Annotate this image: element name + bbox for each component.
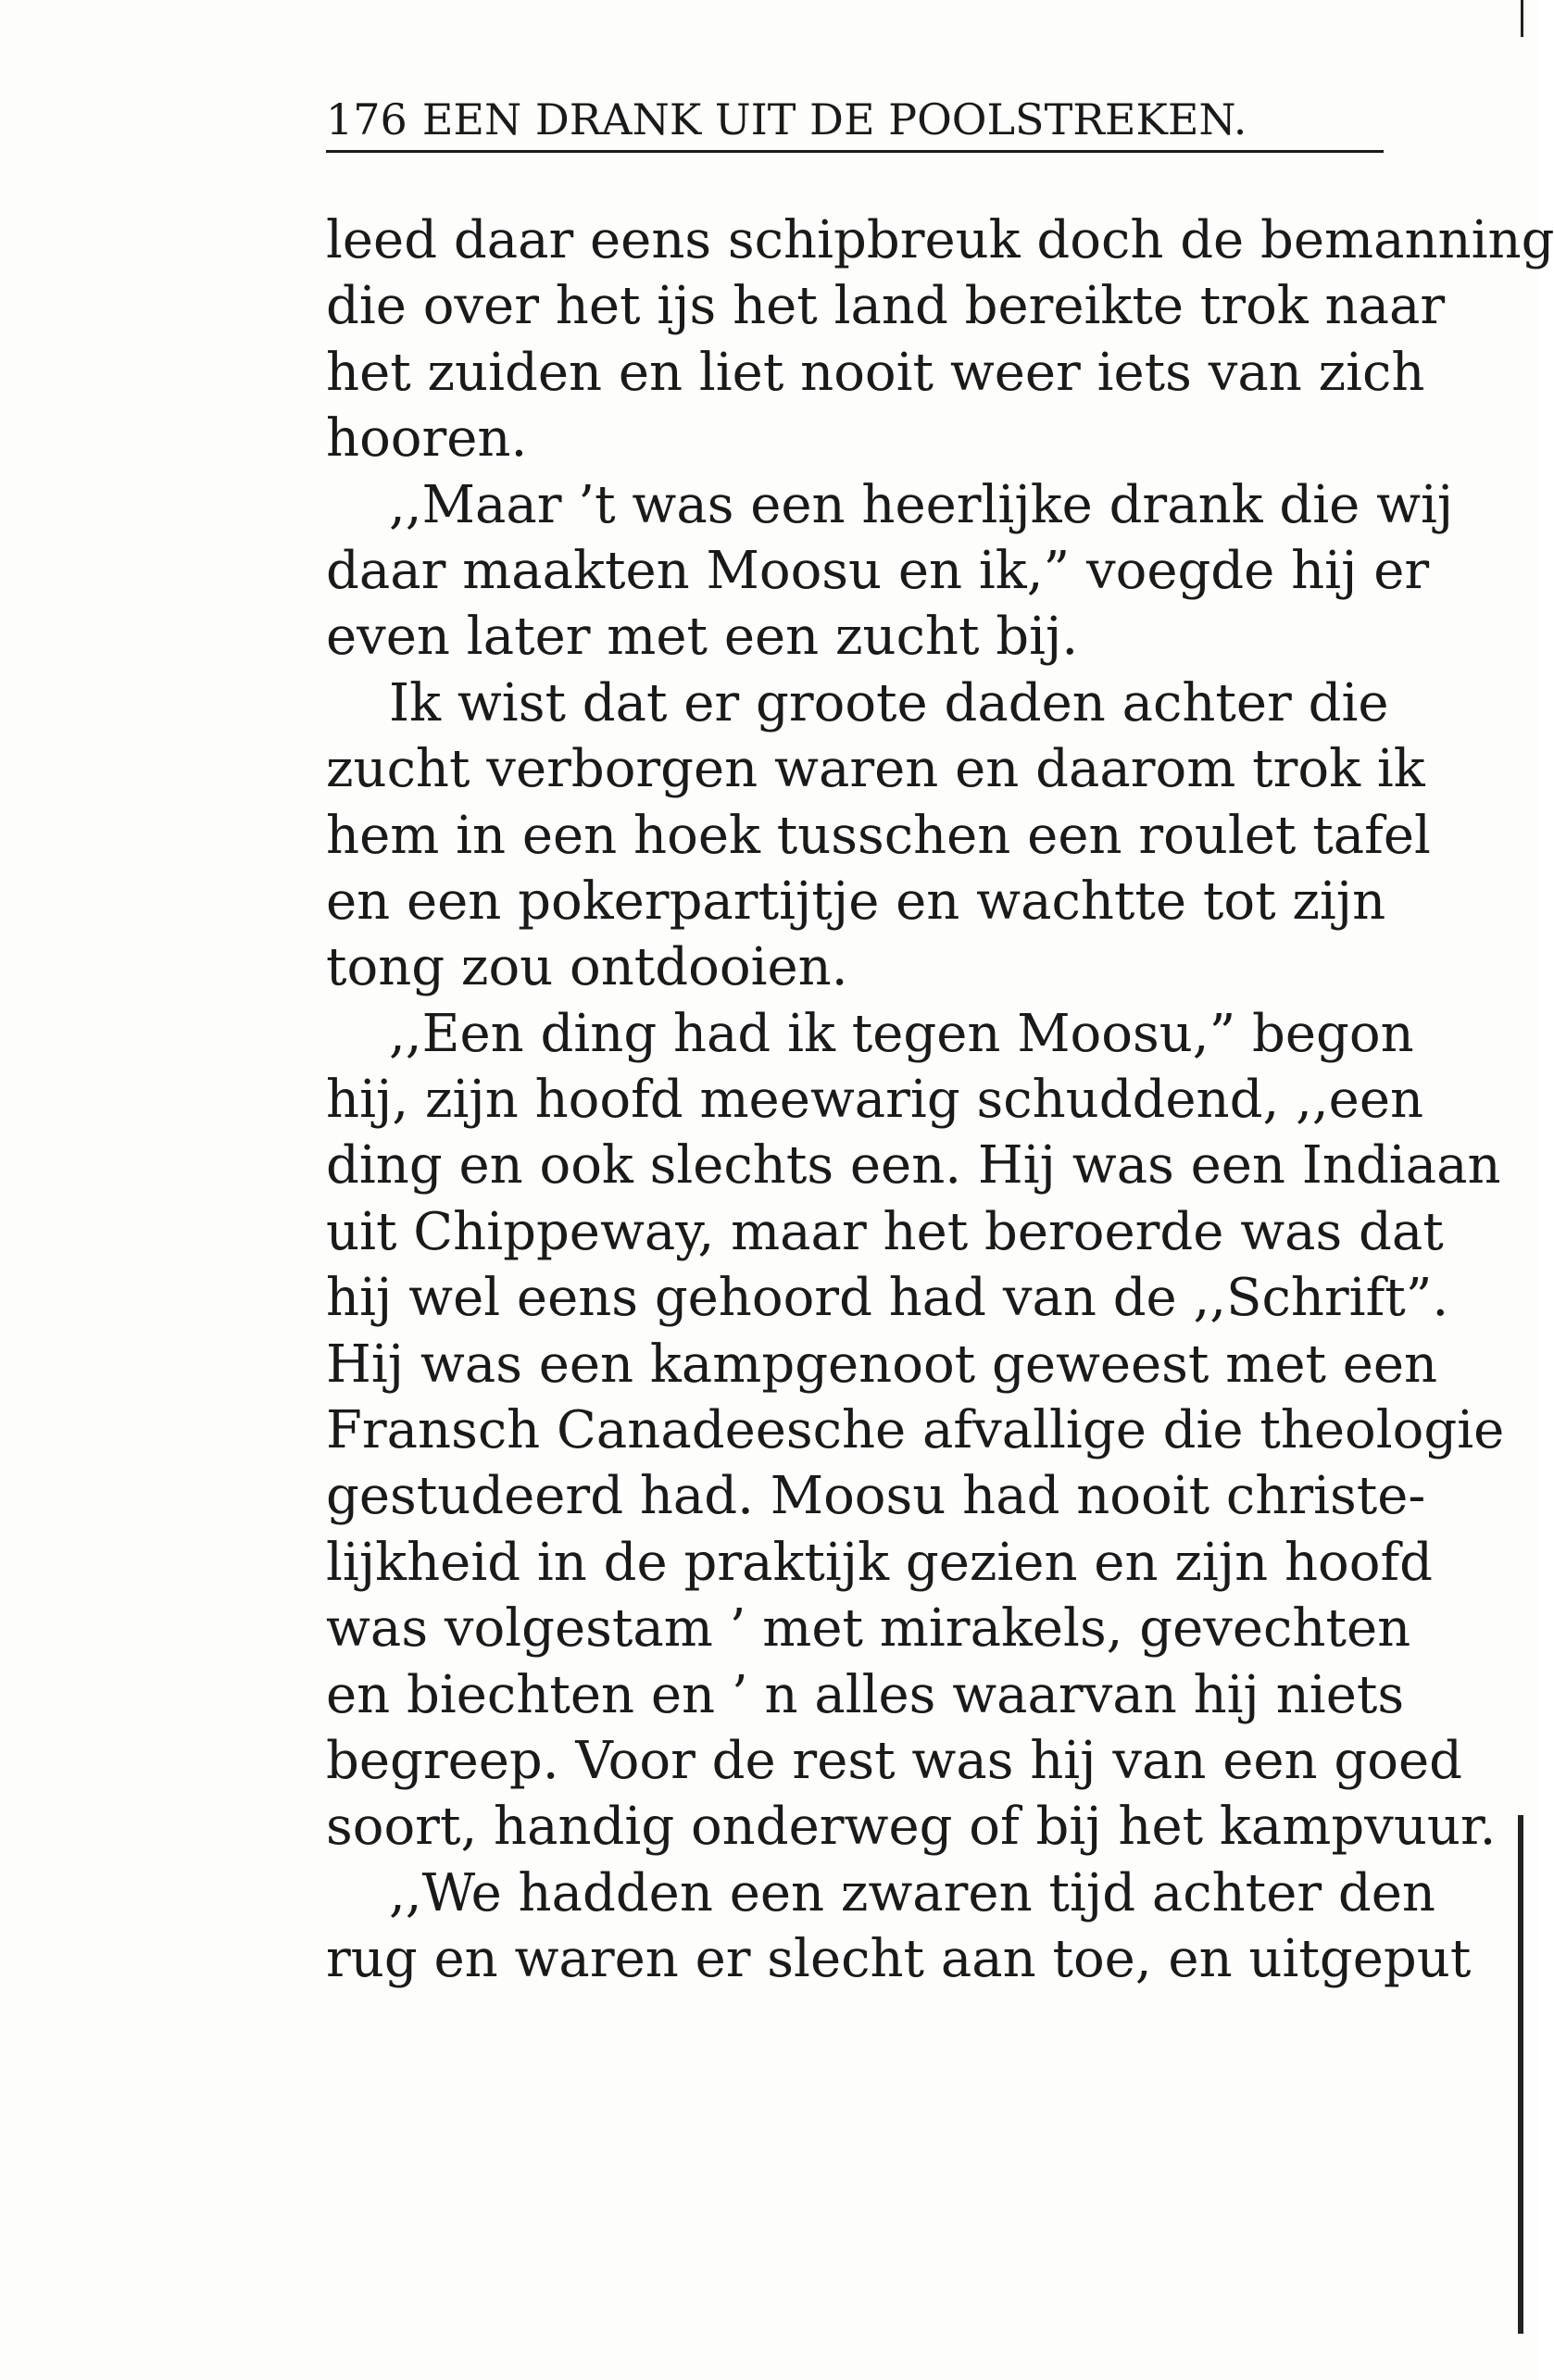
text-line: Ik wist dat er groote daden achter die — [389, 672, 1389, 733]
text-line: uit Chippeway, maar het beroerde was dat — [326, 1201, 1444, 1262]
text-line: gestudeerd had. Moosu had nooit christe- — [326, 1466, 1426, 1527]
text-line: even later met een zucht bij. — [326, 607, 1079, 668]
body-text — [326, 207, 1554, 1993]
text-line: ding en ook slechts een. Hij was een Indiaan — [326, 1135, 1501, 1196]
text-line: hij wel eens gehoord had van de ,,Schrift”. — [326, 1268, 1449, 1329]
text-line: lijkheid in de praktijk gezien en zijn hoofd — [326, 1532, 1434, 1593]
text-line: tong zou ontdooien. — [326, 937, 848, 998]
page-number: 176 — [326, 94, 407, 144]
text-line: leed daar eens schipbreuk doch de bemanning — [326, 210, 1554, 270]
text-line: zucht verborgen waren en daarom trok ik — [326, 739, 1425, 800]
scan-edge-mark — [1521, 0, 1523, 37]
text-line: hooren. — [326, 408, 528, 470]
text-line: ,,We hadden een zwaren tijd achter den — [389, 1862, 1435, 1923]
text-line: Hij was een kampgenoot geweest met een — [326, 1334, 1438, 1395]
text-line: en biechten en ’ n alles waarvan hij niets — [326, 1664, 1405, 1725]
text-line: ,,Een ding had ik tegen Moosu,” begon — [389, 1003, 1414, 1064]
scan-edge-mark — [1518, 1815, 1523, 2334]
text-line: begreep. Voor de rest was hij van een goed — [326, 1730, 1462, 1791]
text-line: hij, zijn hoofd meewarig schuddend, ,,een — [326, 1070, 1424, 1131]
running-title: EEN DRANK UIT DE POOLSTREKEN. — [421, 94, 1247, 144]
text-line: hem in een hoek tusschen een roulet tafel — [326, 805, 1431, 866]
text-line: ,,Maar ’t was een heerlijke drank die wij — [389, 474, 1454, 535]
text-line: Fransch Canadeesche afvallige die theologie — [326, 1400, 1505, 1461]
text-line: die over het ijs het land bereikte trok naar — [326, 276, 1446, 337]
text-line: het zuiden en liet nooit weer iets van zich — [326, 342, 1425, 403]
text-line: daar maakten Moosu en ik,” voegde hij er — [326, 540, 1430, 601]
text-line: en een pokerpartijtje en wachtte tot zijn — [326, 871, 1386, 932]
text-line: soort, handig onderweg of bij het kampvuur. — [326, 1797, 1497, 1858]
text-line: rug en waren er slecht aan toe, en uitgeput — [326, 1929, 1472, 1990]
running-header — [326, 89, 1384, 153]
text-line: was volgestam ’ met mirakels, gevechten — [326, 1598, 1411, 1660]
